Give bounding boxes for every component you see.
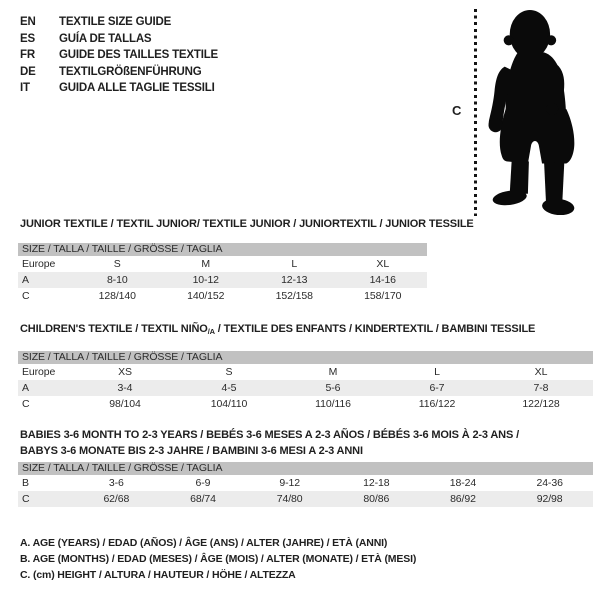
table-row xyxy=(18,272,427,288)
babies-heading: BABIES 3-6 MONTH TO 2-3 YEARS / BEBÉS 3-6 MESES A 2-3 AÑOS / BÉBÉS 3-6 MOIS À 2-3 ANS / BABYS 3-6 MONATE BIS 2-3 JAHRE / BAMBINI 3-6 MESI A 2-3 ANNI xyxy=(20,429,519,457)
babies-section xyxy=(18,427,593,507)
table-row xyxy=(18,256,427,272)
table-cell: 152/158 xyxy=(275,290,313,302)
table-row xyxy=(18,396,593,412)
language-row-de xyxy=(20,64,218,81)
children-table xyxy=(18,364,593,412)
babies-table xyxy=(18,475,593,507)
table-cell: 110/116 xyxy=(315,398,351,410)
children-size-header: SIZE / TALLA / TAILLE / GRÖSSE / TAGLIA xyxy=(18,351,593,364)
language-row-en xyxy=(20,14,218,31)
babies-size-header: SIZE / TALLA / TAILLE / GRÖSSE / TAGLIA xyxy=(18,462,593,475)
row-label: Europe xyxy=(22,258,56,270)
language-code: EN xyxy=(20,16,36,28)
table-cell: 62/68 xyxy=(73,491,160,507)
table-cell: 128/140 xyxy=(98,290,136,302)
language-title: TEXTILE SIZE GUIDE xyxy=(59,16,172,28)
table-cell: L xyxy=(291,258,298,270)
language-row-es xyxy=(20,31,218,48)
height-figure xyxy=(448,6,598,218)
table-cell: XL xyxy=(376,258,390,270)
table-cell: 5-6 xyxy=(281,380,385,396)
table-cell: 9-12 xyxy=(279,477,300,489)
table-cell: 12-13 xyxy=(250,272,339,288)
table-cell: 4-5 xyxy=(177,380,281,396)
row-label: A xyxy=(18,272,73,288)
table-cell: 92/98 xyxy=(506,491,593,507)
footnote-b: B. AGE (MONTHS) / EDAD (MESES) / ÂGE (MOIS) / ALTER (MONATE) / ETÀ (MESI) xyxy=(20,553,417,565)
row-label: A xyxy=(18,380,73,396)
language-code: DE xyxy=(20,65,36,78)
table-cell: S xyxy=(225,366,233,378)
row-label: C xyxy=(22,290,30,302)
height-measure-label: C xyxy=(452,103,462,118)
table-cell: 8-10 xyxy=(73,272,162,288)
height-dotted-line-icon xyxy=(474,9,477,216)
table-cell: 12-18 xyxy=(363,477,390,489)
language-row-it xyxy=(20,80,218,97)
table-cell: 80/86 xyxy=(333,491,420,507)
table-cell: S xyxy=(113,258,121,270)
table-cell: 98/104 xyxy=(109,398,141,410)
table-cell: 122/128 xyxy=(522,398,560,410)
table-cell: 24-36 xyxy=(536,477,563,489)
junior-heading: JUNIOR TEXTILE / TEXTIL JUNIOR/ TEXTILE JUNIOR / JUNIORTEXTIL / JUNIOR TESSILE xyxy=(20,218,474,230)
language-row-fr xyxy=(20,47,218,64)
table-cell: 86/92 xyxy=(420,491,507,507)
language-title: GUIDA ALLE TAGLIE TESSILI xyxy=(59,82,215,94)
table-cell: 104/110 xyxy=(210,398,248,410)
language-code: FR xyxy=(20,49,35,61)
table-cell: 74/80 xyxy=(246,491,333,507)
table-cell: 10-12 xyxy=(162,272,251,288)
table-cell: 3-6 xyxy=(108,477,124,489)
children-section xyxy=(18,321,593,412)
table-cell: 158/170 xyxy=(364,290,402,302)
table-row xyxy=(18,288,427,304)
language-code: IT xyxy=(20,82,30,94)
table-cell: 7-8 xyxy=(489,380,593,396)
children-heading: CHILDREN'S TEXTILE / TEXTIL $NIÑO_{/A}$ / TEXTILE DES ENFANTS / KINDERTEXTIL / BAMBINI TESSILE xyxy=(20,323,536,336)
row-label: Europe xyxy=(22,366,56,378)
toddler-silhouette-icon xyxy=(483,8,595,215)
table-row xyxy=(18,491,593,507)
language-title: TEXTILGRÖßENFÜHRUNG xyxy=(59,65,202,78)
footnote-c: C. (cm) HEIGHT / ALTURA / HAUTEUR / HÖHE / ALTEZZA xyxy=(20,569,296,581)
table-cell: 68/74 xyxy=(160,491,247,507)
table-cell: XL xyxy=(534,366,548,378)
table-row xyxy=(18,380,593,396)
language-list xyxy=(20,14,218,97)
junior-section xyxy=(18,216,474,304)
row-label: B xyxy=(22,477,29,489)
junior-table xyxy=(18,256,427,304)
table-cell: 116/122 xyxy=(418,398,456,410)
table-cell: 140/152 xyxy=(187,290,225,302)
language-title: GUÍA DE TALLAS xyxy=(59,32,152,45)
junior-size-header: SIZE / TALLA / TAILLE / GRÖSSE / TAGLIA xyxy=(18,243,427,256)
table-cell: M xyxy=(328,366,338,378)
table-row xyxy=(18,475,593,491)
table-cell: 14-16 xyxy=(339,272,428,288)
row-label: C xyxy=(18,491,73,507)
table-cell: XS xyxy=(118,366,132,378)
table-cell: L xyxy=(434,366,440,378)
footnote-a: A. AGE (YEARS) / EDAD (AÑOS) / ÂGE (ANS) / ALTER (JAHRE) / ETÀ (ANNI) xyxy=(20,537,388,549)
table-cell: 6-7 xyxy=(385,380,489,396)
table-row xyxy=(18,364,593,380)
table-cell: 3-4 xyxy=(73,380,177,396)
table-cell: 6-9 xyxy=(195,477,211,489)
footnotes xyxy=(20,535,416,583)
language-code: ES xyxy=(20,32,35,45)
table-cell: 18-24 xyxy=(449,477,477,489)
language-title: GUIDE DES TAILLES TEXTILE xyxy=(59,49,218,61)
table-cell: M xyxy=(201,258,211,270)
row-label: C xyxy=(22,398,30,410)
